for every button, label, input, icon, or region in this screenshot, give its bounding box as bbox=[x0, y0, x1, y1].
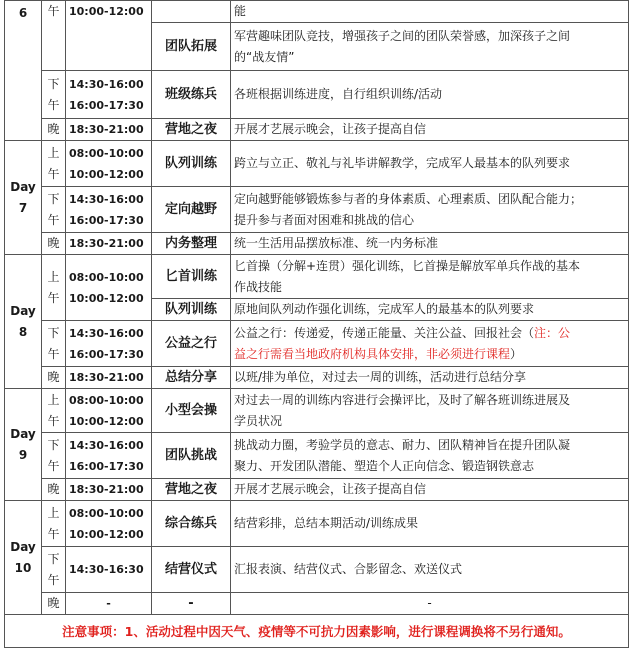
time-line: 10:00-12:00 bbox=[69, 291, 144, 305]
period-char: 午 bbox=[47, 526, 60, 541]
day-label bbox=[5, 389, 42, 501]
desc-line: 对过去一周的训练内容进行会操评比，及时了解各班训练进展及 bbox=[234, 392, 571, 407]
activity-desc: 开展才艺展示晚会，让孩子提高自信 bbox=[231, 479, 629, 501]
table-row bbox=[5, 501, 629, 547]
time-line: 08:00-10:00 bbox=[69, 506, 144, 520]
day-word: Day bbox=[10, 426, 36, 441]
period-label bbox=[42, 389, 66, 433]
time-line: 10:00-12:00 bbox=[69, 167, 144, 181]
activity-name: 团队拓展 bbox=[152, 23, 231, 71]
activity-desc: 汇报表演、结营仪式、合影留念、欢送仪式 bbox=[231, 547, 629, 593]
period-char: 上 bbox=[47, 269, 60, 284]
activity-name: 营地之夜 bbox=[152, 479, 231, 501]
desc-line: 的“战友情” bbox=[234, 49, 295, 64]
activity-desc: 以班/排为单位，对过去一周的训练，活动进行总结分享 bbox=[231, 367, 629, 389]
time-slot: - bbox=[66, 593, 152, 615]
day-word: Day bbox=[10, 539, 36, 554]
time-slot bbox=[66, 141, 152, 187]
activity-desc bbox=[231, 23, 629, 71]
table-row bbox=[5, 71, 629, 119]
activity-desc bbox=[231, 433, 629, 479]
period-char: 上 bbox=[47, 145, 60, 160]
desc-line: 军营趣味团队竞技，增强孩子之间的团队荣誉感，加深孩子之间 bbox=[234, 28, 571, 43]
activity-desc bbox=[231, 255, 629, 299]
activity-name: - bbox=[152, 593, 231, 615]
activity-desc: 各班根据训练进度，自行组织训练/活动 bbox=[231, 71, 629, 119]
table-row bbox=[5, 479, 629, 501]
period-char: 午 bbox=[47, 413, 60, 428]
activity-name: 小型会操 bbox=[152, 389, 231, 433]
desc-line bbox=[234, 344, 625, 365]
period-char: 下 bbox=[47, 76, 60, 91]
desc-line: 作战技能 bbox=[234, 279, 283, 294]
desc-note: 益之行需看当地政府机构具体安排，非必须进行课程 bbox=[234, 346, 511, 361]
period-label bbox=[42, 255, 66, 321]
period-label bbox=[42, 321, 66, 367]
table-row bbox=[5, 547, 629, 593]
schedule-table bbox=[4, 0, 629, 648]
desc-line: 挑战动力圈，考验学员的意志、耐力、团队精神旨在提升团队凝 bbox=[234, 437, 571, 452]
period-label: 晚 bbox=[42, 479, 66, 501]
period-char: 午 bbox=[47, 212, 60, 227]
activity-name: 队列训练 bbox=[152, 141, 231, 187]
table-row bbox=[5, 1, 629, 23]
activity-name: 内务整理 bbox=[152, 233, 231, 255]
time-line: 16:00-17:30 bbox=[69, 213, 144, 227]
period-label: 晚 bbox=[42, 233, 66, 255]
period-label bbox=[42, 71, 66, 119]
activity-desc: - bbox=[231, 593, 629, 615]
table-row bbox=[5, 615, 629, 648]
period-label: 晚 bbox=[42, 119, 66, 141]
day-label bbox=[5, 255, 42, 389]
activity-desc: 跨立与立正、敬礼与礼毕讲解教学，完成军人最基本的队列要求 bbox=[231, 141, 629, 187]
period-char: 午 bbox=[47, 166, 60, 181]
activity-desc: 结营彩排，总结本期活动/训练成果 bbox=[231, 501, 629, 547]
table-row bbox=[5, 367, 629, 389]
table-row bbox=[5, 255, 629, 299]
desc-line: 聚力、开发团队潜能、塑造个人正向信念、锻造钢铁意志 bbox=[234, 458, 535, 473]
activity-desc: 原地间队列动作强化训练，完成军人的最基本的队列要求 bbox=[231, 299, 629, 321]
table-row bbox=[5, 233, 629, 255]
period-label: 午 bbox=[42, 1, 66, 71]
table-row bbox=[5, 593, 629, 615]
activity-desc: 开展才艺展示晚会，让孩子提高自信 bbox=[231, 119, 629, 141]
activity-desc: 统一生活用品摆放标准、统一内务标准 bbox=[231, 233, 629, 255]
time-slot bbox=[66, 321, 152, 367]
time-slot bbox=[66, 187, 152, 233]
desc-line bbox=[234, 323, 625, 344]
period-char: 午 bbox=[47, 346, 60, 361]
time-line: 08:00-10:00 bbox=[69, 393, 144, 407]
time-line: 08:00-10:00 bbox=[69, 270, 144, 284]
activity-name: 综合练兵 bbox=[152, 501, 231, 547]
activity-name: 队列训练 bbox=[152, 299, 231, 321]
day-label: 6 bbox=[5, 1, 42, 141]
time-line: 14:30-16:00 bbox=[69, 326, 144, 340]
day-word: Day bbox=[10, 303, 36, 318]
day-label bbox=[5, 141, 42, 255]
period-char: 午 bbox=[47, 572, 60, 587]
time-slot bbox=[66, 501, 152, 547]
period-label: 晚 bbox=[42, 593, 66, 615]
period-label bbox=[42, 501, 66, 547]
activity-name: 公益之行 bbox=[152, 321, 231, 367]
activity-name: 班级练兵 bbox=[152, 71, 231, 119]
activity-name: 团队挑战 bbox=[152, 433, 231, 479]
desc-note: 注：公 bbox=[534, 325, 571, 340]
activity-name: 匕首训练 bbox=[152, 255, 231, 299]
period-char: 午 bbox=[47, 458, 60, 473]
table-row bbox=[5, 433, 629, 479]
time-slot: 14:30-16:30 bbox=[66, 547, 152, 593]
period-char: 下 bbox=[47, 551, 60, 566]
time-line: 08:00-10:00 bbox=[69, 146, 144, 160]
time-slot: 10:00-12:00 bbox=[66, 1, 152, 71]
time-slot bbox=[66, 389, 152, 433]
notice-text: 注意事项：1、活动过程中因天气、疫情等不可抗力因素影响，进行课程调换将不另行通知。 bbox=[5, 615, 629, 648]
time-line: 14:30-16:00 bbox=[69, 192, 144, 206]
table-row bbox=[5, 321, 629, 367]
desc-text: 公益之行：传递爱，传递正能量、关注公益、回报社会（ bbox=[234, 325, 535, 340]
day-label bbox=[5, 501, 42, 615]
activity-desc bbox=[231, 389, 629, 433]
time-slot: 18:30-21:00 bbox=[66, 119, 152, 141]
time-slot: 18:30-21:00 bbox=[66, 233, 152, 255]
period-char: 下 bbox=[47, 191, 60, 206]
period-label bbox=[42, 187, 66, 233]
day-number: 7 bbox=[18, 200, 28, 215]
activity-name bbox=[152, 1, 231, 23]
table-row bbox=[5, 141, 629, 187]
day-number: 9 bbox=[18, 447, 28, 462]
time-slot: 18:30-21:00 bbox=[66, 367, 152, 389]
period-char: 午 bbox=[47, 97, 60, 112]
desc-line: 学员状况 bbox=[234, 413, 283, 428]
period-label: 晚 bbox=[42, 367, 66, 389]
period-char: 下 bbox=[47, 325, 60, 340]
day-word: Day bbox=[10, 179, 36, 194]
period-char: 上 bbox=[47, 392, 60, 407]
activity-desc: 能 bbox=[231, 1, 629, 23]
time-line: 16:00-17:30 bbox=[69, 347, 144, 361]
period-char: 下 bbox=[47, 437, 60, 452]
period-char: 上 bbox=[47, 505, 60, 520]
activity-name: 营地之夜 bbox=[152, 119, 231, 141]
activity-name: 结营仪式 bbox=[152, 547, 231, 593]
desc-text: ） bbox=[510, 346, 523, 361]
table-row bbox=[5, 389, 629, 433]
desc-line: 定向越野能够锻炼参与者的身体素质、心理素质、团队配合能力； bbox=[234, 191, 583, 206]
activity-desc bbox=[231, 187, 629, 233]
table-row bbox=[5, 119, 629, 141]
activity-name: 总结分享 bbox=[152, 367, 231, 389]
period-label bbox=[42, 433, 66, 479]
time-line: 14:30-16:00 bbox=[69, 77, 144, 91]
time-line: 10:00-12:00 bbox=[69, 527, 144, 541]
time-line: 16:00-17:30 bbox=[69, 98, 144, 112]
desc-line: 匕首操（分解+连贯）强化训练，匕首操是解放军单兵作战的基本 bbox=[234, 258, 581, 273]
time-slot bbox=[66, 71, 152, 119]
activity-desc bbox=[231, 321, 629, 367]
time-slot bbox=[66, 255, 152, 321]
time-slot: 18:30-21:00 bbox=[66, 479, 152, 501]
time-line: 10:00-12:00 bbox=[69, 414, 144, 428]
period-label bbox=[42, 547, 66, 593]
day-number: 10 bbox=[14, 560, 32, 575]
time-slot bbox=[66, 433, 152, 479]
desc-line: 提升参与者面对困难和挑战的信心 bbox=[234, 212, 415, 227]
time-line: 16:00-17:30 bbox=[69, 459, 144, 473]
period-char: 午 bbox=[47, 290, 60, 305]
time-line: 14:30-16:00 bbox=[69, 438, 144, 452]
period-label bbox=[42, 141, 66, 187]
activity-name: 定向越野 bbox=[152, 187, 231, 233]
table-row bbox=[5, 187, 629, 233]
day-number: 8 bbox=[18, 324, 28, 339]
